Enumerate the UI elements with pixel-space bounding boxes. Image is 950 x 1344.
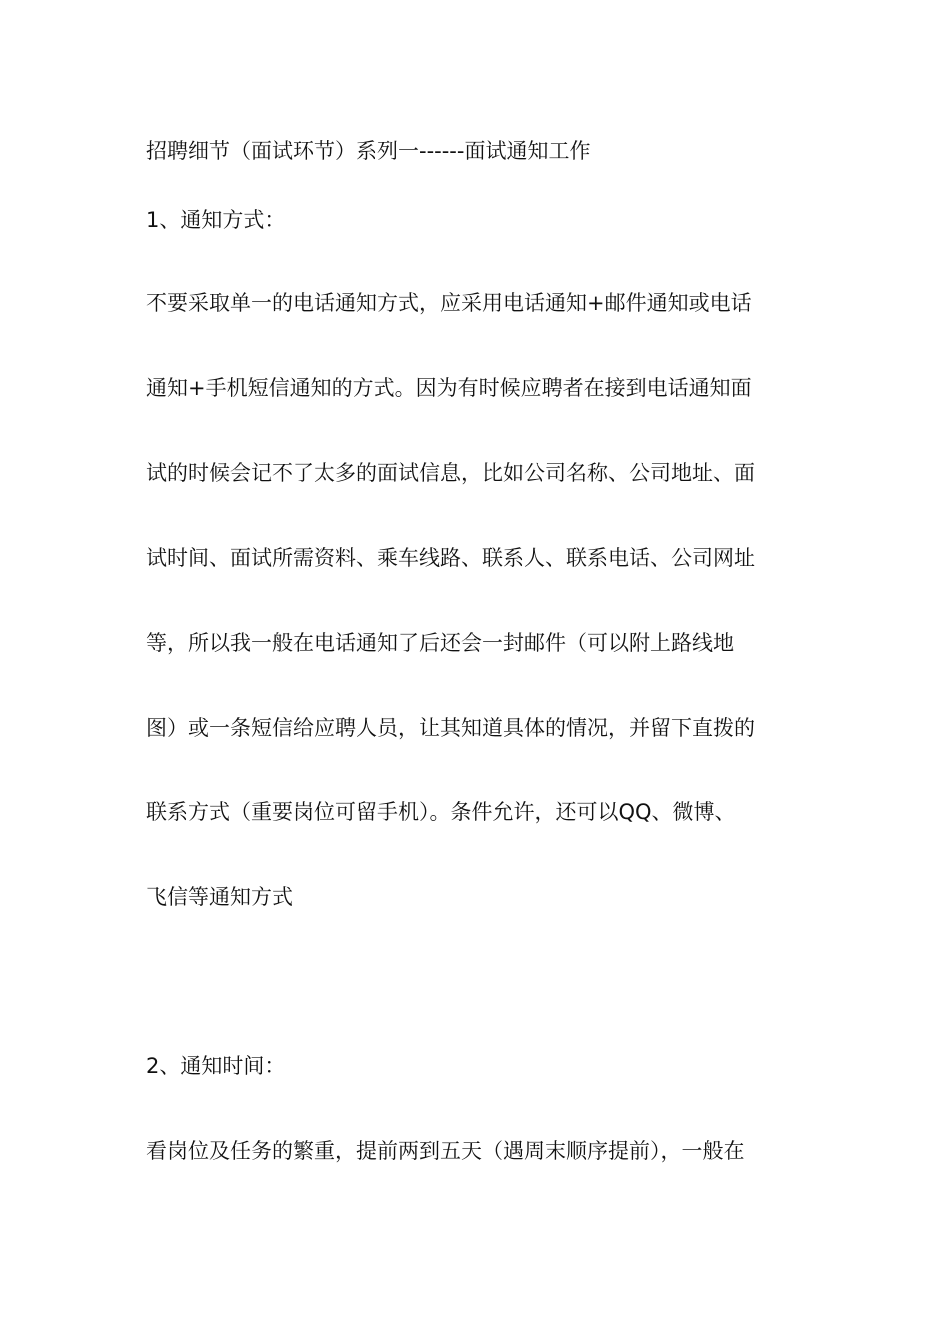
document-title: 招聘细节（面试环节）系列一------面试通知工作 [146,139,591,163]
paragraph-line: 通知+手机短信通知的方式。因为有时候应聘者在接到电话通知面 [146,376,752,400]
section-1-heading: 1、通知方式： [146,208,286,232]
paragraph-line: 联系方式（重要岗位可留手机）。条件允许，还可以QQ、微博、 [146,800,736,824]
paragraph-line: 图）或一条短信给应聘人员，让其知道具体的情况，并留下直拨的 [146,716,755,740]
paragraph-line: 试的时候会记不了太多的面试信息，比如公司名称、公司地址、面 [146,461,755,485]
paragraph-line: 试时间、面试所需资料、乘车线路、联系人、联系电话、公司网址 [146,546,755,570]
paragraph-line: 等，所以我一般在电话通知了后还会一封邮件（可以附上路线地 [146,631,734,655]
paragraph-line: 看岗位及任务的繁重，提前两到五天（遇周末顺序提前），一般在 [146,1139,745,1163]
paragraph-line: 不要采取单一的电话通知方式，应采用电话通知+邮件通知或电话 [146,291,752,315]
section-2-heading: 2、通知时间： [146,1054,286,1078]
paragraph-line: 飞信等通知方式 [146,885,293,909]
